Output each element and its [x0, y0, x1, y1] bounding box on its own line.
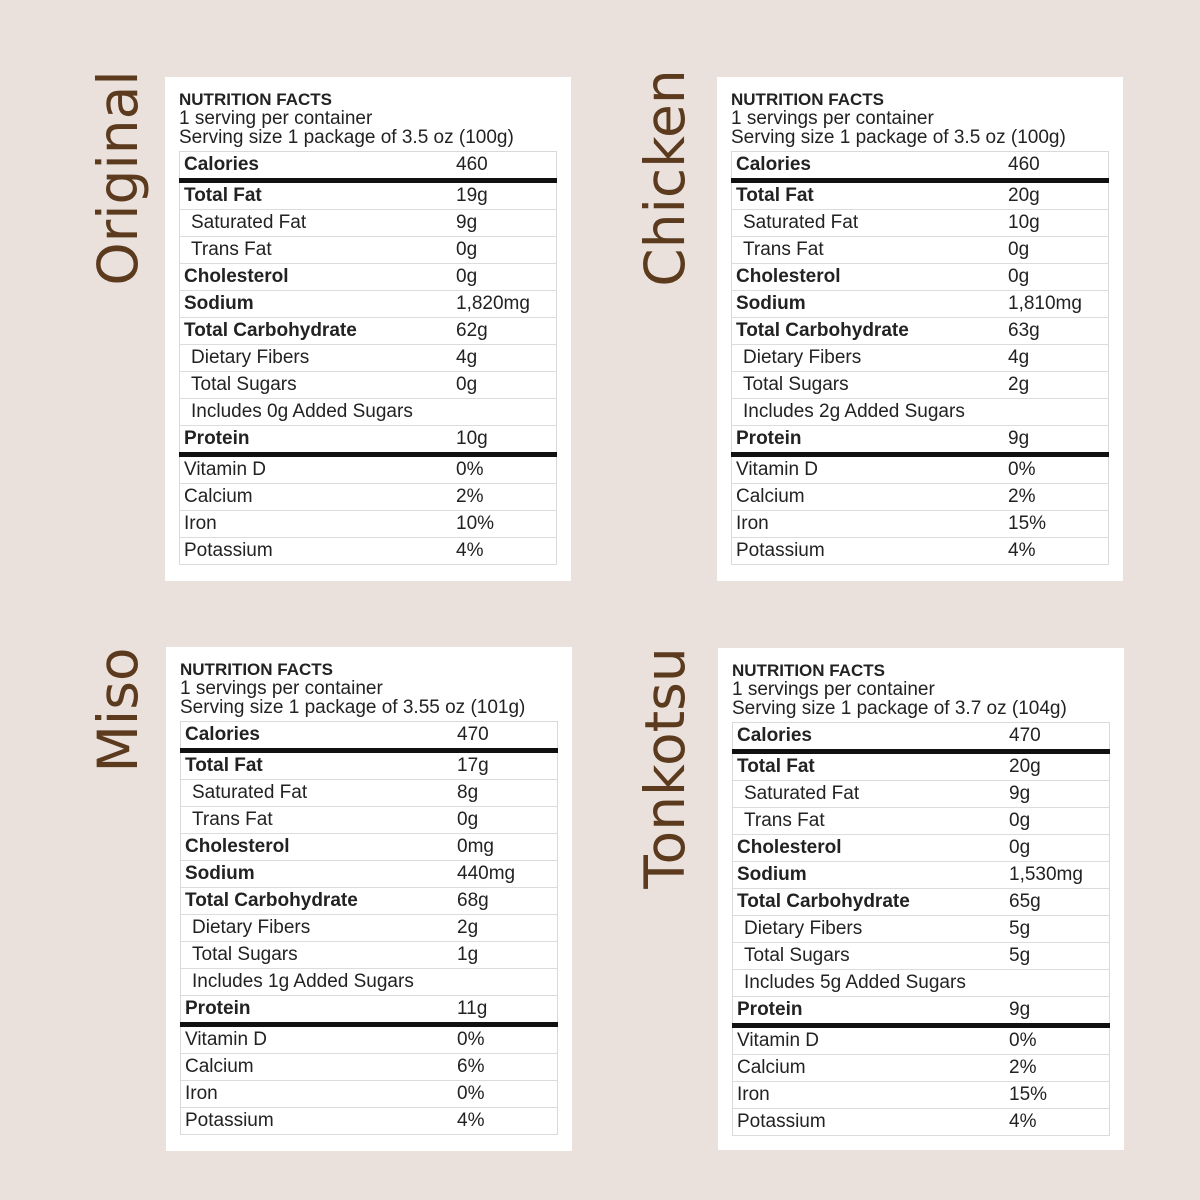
table-row [180, 152, 557, 181]
nutrient-name: Total Carbohydrate [733, 889, 1008, 916]
nutrient-value: 10g [454, 426, 557, 455]
nutrient-name: Total Sugars [181, 942, 456, 969]
nutrient-name: Cholesterol [733, 835, 1008, 862]
nutrient-value: 0% [455, 1025, 558, 1054]
table-row [181, 1108, 558, 1135]
table-row [732, 399, 1109, 426]
nutrient-value: 460 [1006, 152, 1109, 181]
nutrient-value: 0g [1006, 237, 1109, 264]
nutrient-name: Includes 5g Added Sugars [733, 970, 1008, 997]
flavor-label-original: Original [86, 70, 150, 286]
nutrition-panel-chicken [717, 77, 1123, 581]
nutrient-name: Includes 0g Added Sugars [180, 399, 455, 426]
table-row [732, 372, 1109, 399]
nutrient-value: 0g [454, 372, 557, 399]
nutrient-name: Trans Fat [732, 237, 1007, 264]
nutrient-value: 0mg [455, 834, 558, 861]
table-row [733, 997, 1110, 1026]
table-row [733, 835, 1110, 862]
table-row [732, 152, 1109, 181]
nutrient-value: 20g [1007, 752, 1110, 781]
table-row [733, 1082, 1110, 1109]
nutrient-value: 0% [455, 1081, 558, 1108]
serving-size: Serving size 1 package of 3.5 oz (100g) [731, 127, 1066, 148]
nutrition-panel-miso [166, 647, 572, 1151]
nutrient-name: Trans Fat [733, 808, 1008, 835]
nutrient-value [1007, 970, 1110, 997]
nutrient-name: Dietary Fibers [733, 916, 1008, 943]
table-row [733, 808, 1110, 835]
nutrient-value: 9g [1007, 997, 1110, 1026]
servings-per-container: 1 servings per container [732, 679, 935, 700]
nutrient-name: Calcium [733, 1055, 1008, 1082]
nutrient-name: Saturated Fat [733, 781, 1008, 808]
nutrient-value: 6% [455, 1054, 558, 1081]
nutrient-value: 11g [455, 996, 558, 1025]
table-row [181, 751, 558, 780]
table-row [733, 970, 1110, 997]
table-row [732, 345, 1109, 372]
nutrient-value: 0% [454, 455, 557, 484]
nutrient-name: Trans Fat [180, 237, 455, 264]
nutrient-value: 0g [454, 237, 557, 264]
nutrient-value: 15% [1007, 1082, 1110, 1109]
table-row [732, 511, 1109, 538]
table-row [181, 1054, 558, 1081]
table-row [732, 291, 1109, 318]
table-row [180, 484, 557, 511]
nutrient-value: 460 [454, 152, 557, 181]
nutrient-value: 470 [455, 722, 558, 751]
nutrient-name: Cholesterol [181, 834, 456, 861]
nutrient-name: Cholesterol [732, 264, 1007, 291]
nutrient-name: Calories [181, 722, 456, 751]
nutrient-name: Saturated Fat [180, 210, 455, 237]
nutrient-name: Calcium [181, 1054, 456, 1081]
nutrient-value: 19g [454, 181, 557, 210]
nutrient-name: Protein [181, 996, 456, 1025]
nutrient-value: 10% [454, 511, 557, 538]
nutrient-name: Potassium [732, 538, 1007, 565]
table-row [180, 538, 557, 565]
table-row [181, 834, 558, 861]
nutrient-value: 17g [455, 751, 558, 780]
table-row [732, 318, 1109, 345]
nutrient-name: Calories [732, 152, 1007, 181]
serving-size: Serving size 1 package of 3.7 oz (104g) [732, 698, 1067, 719]
table-row [732, 426, 1109, 455]
nutrient-name: Potassium [181, 1108, 456, 1135]
nutrient-name: Iron [733, 1082, 1008, 1109]
table-row [181, 888, 558, 915]
nutrient-value: 4% [454, 538, 557, 565]
nutrient-value: 9g [1006, 426, 1109, 455]
nutrient-value: 0% [1006, 455, 1109, 484]
table-row [180, 511, 557, 538]
nutrient-name: Protein [180, 426, 455, 455]
table-row [180, 372, 557, 399]
nutrient-name: Protein [732, 426, 1007, 455]
nutrient-name: Total Sugars [732, 372, 1007, 399]
table-row [732, 210, 1109, 237]
nutrient-name: Total Sugars [733, 943, 1008, 970]
table-row [733, 943, 1110, 970]
nutrient-value: 68g [455, 888, 558, 915]
nutrient-name: Dietary Fibers [180, 345, 455, 372]
table-row [180, 264, 557, 291]
nutrient-name: Sodium [180, 291, 455, 318]
nutrient-name: Iron [732, 511, 1007, 538]
nutrient-value: 5g [1007, 916, 1110, 943]
nutrient-value: 0g [1007, 835, 1110, 862]
nutrition-facts-title: NUTRITION FACTS [179, 90, 332, 109]
nutrient-value: 8g [455, 780, 558, 807]
nutrient-name: Includes 2g Added Sugars [732, 399, 1007, 426]
nutrient-value: 2g [1006, 372, 1109, 399]
table-row [181, 969, 558, 996]
table-row [732, 264, 1109, 291]
nutrient-value: 4% [1007, 1109, 1110, 1136]
nutrient-value: 2g [455, 915, 558, 942]
table-row [180, 455, 557, 484]
nutrient-value: 440mg [455, 861, 558, 888]
nutrient-value: 1g [455, 942, 558, 969]
table-row [180, 181, 557, 210]
nutrient-name: Vitamin D [733, 1026, 1008, 1055]
table-row [180, 291, 557, 318]
nutrition-facts-title: NUTRITION FACTS [180, 660, 333, 679]
nutrient-value: 470 [1007, 723, 1110, 752]
nutrient-name: Potassium [180, 538, 455, 565]
table-row [181, 861, 558, 888]
table-row [733, 862, 1110, 889]
nutrient-value: 63g [1006, 318, 1109, 345]
nutrient-value: 1,820mg [454, 291, 557, 318]
nutrient-name: Total Fat [181, 751, 456, 780]
nutrient-value: 4g [1006, 345, 1109, 372]
nutrition-table [179, 151, 557, 565]
nutrient-value: 0% [1007, 1026, 1110, 1055]
serving-size: Serving size 1 package of 3.55 oz (101g) [180, 697, 526, 718]
nutrient-name: Calories [180, 152, 455, 181]
table-row [733, 1026, 1110, 1055]
nutrient-name: Saturated Fat [732, 210, 1007, 237]
nutrient-value: 1,810mg [1006, 291, 1109, 318]
table-row [180, 345, 557, 372]
nutrient-name: Saturated Fat [181, 780, 456, 807]
nutrient-name: Potassium [733, 1109, 1008, 1136]
nutrient-value: 9g [1007, 781, 1110, 808]
table-row [180, 210, 557, 237]
nutrient-name: Dietary Fibers [732, 345, 1007, 372]
table-row [733, 723, 1110, 752]
nutrient-value: 2% [454, 484, 557, 511]
nutrition-panel-original [165, 77, 571, 581]
nutrient-name: Vitamin D [732, 455, 1007, 484]
nutrient-name: Calories [733, 723, 1008, 752]
nutrient-value: 4% [1006, 538, 1109, 565]
nutrient-name: Dietary Fibers [181, 915, 456, 942]
nutrient-value: 20g [1006, 181, 1109, 210]
table-row [733, 1055, 1110, 1082]
table-row [733, 752, 1110, 781]
nutrient-value [454, 399, 557, 426]
table-row [181, 915, 558, 942]
table-row [180, 318, 557, 345]
nutrition-panel-tonkotsu [718, 648, 1124, 1150]
nutrient-name: Vitamin D [181, 1025, 456, 1054]
flavor-label-miso: Miso [86, 647, 150, 773]
nutrition-facts-title: NUTRITION FACTS [731, 90, 884, 109]
table-row [181, 996, 558, 1025]
nutrient-value: 0g [454, 264, 557, 291]
nutrient-name: Calcium [732, 484, 1007, 511]
table-row [733, 781, 1110, 808]
nutrient-name: Total Fat [732, 181, 1007, 210]
nutrient-name: Total Carbohydrate [732, 318, 1007, 345]
nutrition-table [732, 722, 1110, 1136]
nutrient-name: Iron [181, 1081, 456, 1108]
nutrient-name: Sodium [732, 291, 1007, 318]
nutrient-name: Calcium [180, 484, 455, 511]
nutrient-name: Trans Fat [181, 807, 456, 834]
nutrient-value: 0g [1006, 264, 1109, 291]
table-row [732, 538, 1109, 565]
nutrient-value: 10g [1006, 210, 1109, 237]
table-row [732, 181, 1109, 210]
nutrient-value: 4% [455, 1108, 558, 1135]
nutrient-value [455, 969, 558, 996]
nutrient-name: Vitamin D [180, 455, 455, 484]
table-row [180, 399, 557, 426]
nutrient-name: Sodium [181, 861, 456, 888]
table-row [181, 1081, 558, 1108]
servings-per-container: 1 servings per container [180, 678, 383, 699]
nutrient-value: 0g [1007, 808, 1110, 835]
nutrient-name: Cholesterol [180, 264, 455, 291]
servings-per-container: 1 servings per container [731, 108, 934, 129]
nutrient-value: 9g [454, 210, 557, 237]
nutrition-table [180, 721, 558, 1135]
nutrient-value: 65g [1007, 889, 1110, 916]
nutrient-value: 2% [1006, 484, 1109, 511]
nutrient-name: Sodium [733, 862, 1008, 889]
nutrient-value: 1,530mg [1007, 862, 1110, 889]
servings-per-container: 1 serving per container [179, 108, 373, 129]
nutrition-table [731, 151, 1109, 565]
table-row [733, 1109, 1110, 1136]
nutrition-facts-title: NUTRITION FACTS [732, 661, 885, 680]
table-row [732, 455, 1109, 484]
flavor-label-tonkotsu: Tonkotsu [633, 647, 697, 889]
nutrient-value: 62g [454, 318, 557, 345]
table-row [180, 426, 557, 455]
nutrient-name: Total Carbohydrate [180, 318, 455, 345]
table-row [181, 942, 558, 969]
nutrient-value: 15% [1006, 511, 1109, 538]
nutrient-value [1006, 399, 1109, 426]
nutrient-name: Total Fat [733, 752, 1008, 781]
table-row [181, 722, 558, 751]
table-row [732, 484, 1109, 511]
nutrient-name: Total Fat [180, 181, 455, 210]
nutrient-name: Iron [180, 511, 455, 538]
nutrient-value: 5g [1007, 943, 1110, 970]
table-row [732, 237, 1109, 264]
table-row [180, 237, 557, 264]
flavor-label-chicken: Chicken [633, 69, 697, 287]
nutrient-name: Total Carbohydrate [181, 888, 456, 915]
table-row [181, 807, 558, 834]
serving-size: Serving size 1 package of 3.5 oz (100g) [179, 127, 514, 148]
nutrient-value: 2% [1007, 1055, 1110, 1082]
nutrient-value: 4g [454, 345, 557, 372]
table-row [181, 1025, 558, 1054]
table-row [733, 916, 1110, 943]
nutrient-name: Includes 1g Added Sugars [181, 969, 456, 996]
nutrient-value: 0g [455, 807, 558, 834]
table-row [181, 780, 558, 807]
nutrient-name: Total Sugars [180, 372, 455, 399]
nutrient-name: Protein [733, 997, 1008, 1026]
table-row [733, 889, 1110, 916]
